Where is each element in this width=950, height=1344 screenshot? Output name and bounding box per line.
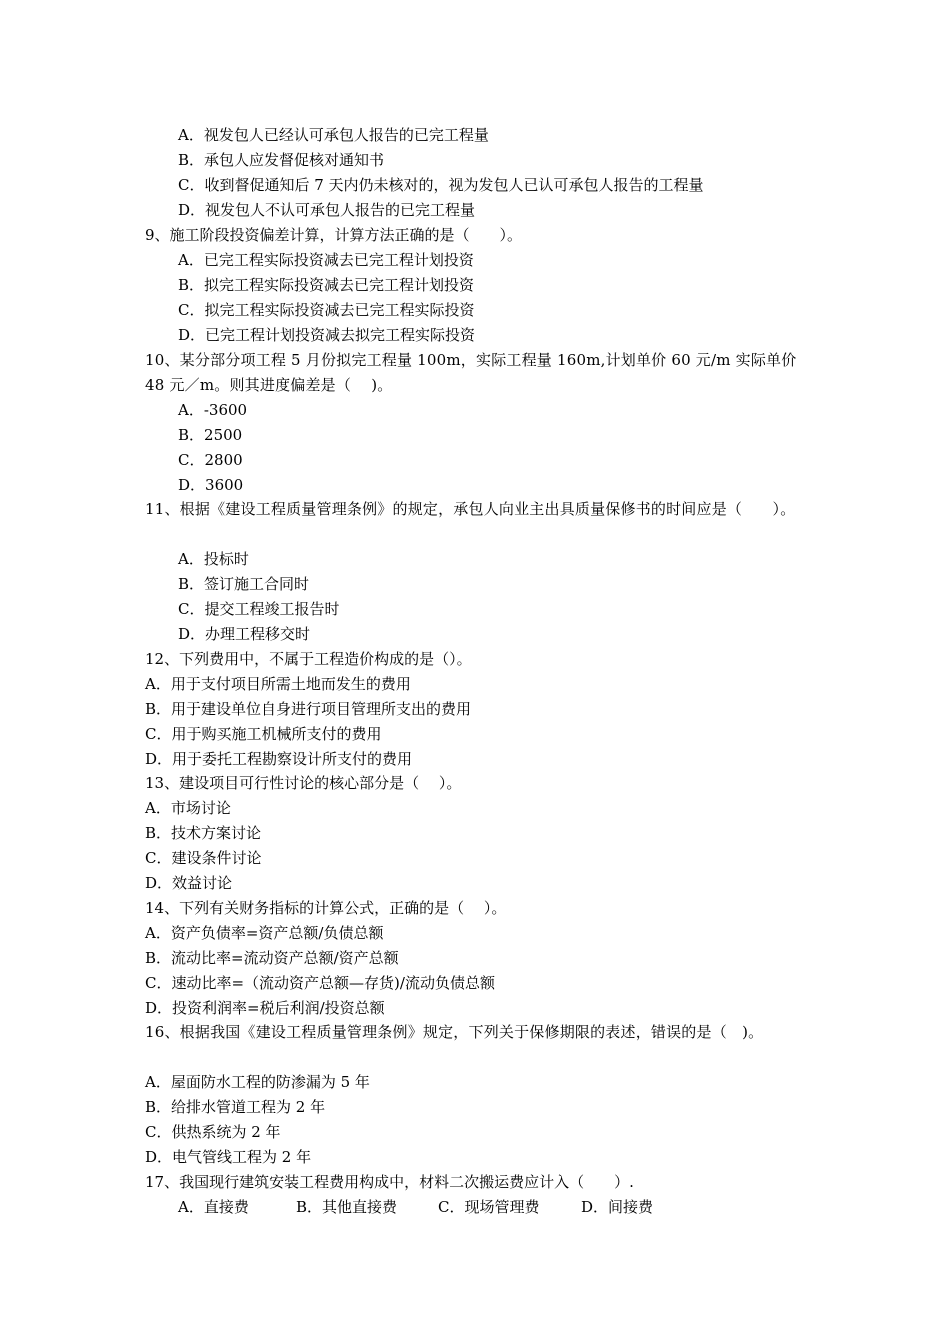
q8-option-c: C．收到督促通知后 7 天内仍未核对的，视为发包人已认可承包人报告的工程量 xyxy=(178,176,704,194)
q8-option-a: A．视发包人已经认可承包人报告的已完工程量 xyxy=(178,126,489,144)
q13-option-c: C．建设条件讨论 xyxy=(145,849,262,867)
q10-option-a: A．-3600 xyxy=(178,401,248,419)
q12-stem: 12、下列费用中，不属于工程造价构成的是（）。 xyxy=(145,650,472,668)
q11-stem: 11、根据《建设工程质量管理条例》的规定，承包人向业主出具质量保修书的时间应是（ ）。 xyxy=(145,500,796,518)
q17-stem: 17、我国现行建筑安装工程费用构成中，材料二次搬运费应计入（ ）. xyxy=(145,1173,634,1191)
q9-stem: 9、施工阶段投资偏差计算，计算方法正确的是（ ）。 xyxy=(145,226,523,244)
q10-option-b: B．2500 xyxy=(178,426,243,444)
q9-option-b: B．拟完工程实际投资减去已完工程计划投资 xyxy=(178,276,475,294)
q11-option-a: A．投标时 xyxy=(178,550,249,568)
q11-option-c: C．提交工程竣工报告时 xyxy=(178,600,340,618)
q13-option-a: A．市场讨论 xyxy=(145,799,231,817)
q17-options-row xyxy=(178,1195,653,1220)
q8-option-d: D．视发包人不认可承包人报告的已完工程量 xyxy=(178,201,476,219)
q17-option-a: A．直接费 xyxy=(178,1198,249,1216)
q9-option-a: A．已完工程实际投资减去已完工程计划投资 xyxy=(178,251,474,269)
q11-option-d: D．办理工程移交时 xyxy=(178,625,311,643)
q16-option-b: B．给排水管道工程为 2 年 xyxy=(145,1098,326,1116)
q16-option-c: C．供热系统为 2 年 xyxy=(145,1123,281,1141)
q16-option-d: D．电气管线工程为 2 年 xyxy=(145,1148,312,1166)
q14-option-b: B．流动比率=流动资产总额/资产总额 xyxy=(145,949,399,967)
q14-option-d: D．投资利润率=税后利润/投资总额 xyxy=(145,999,385,1017)
q14-stem: 14、下列有关财务指标的计算公式，正确的是（ ）。 xyxy=(145,899,507,917)
q16-stem: 16、根据我国《建设工程质量管理条例》规定，下列关于保修期限的表述，错误的是（ )。 xyxy=(145,1023,764,1041)
q14-option-c: C．速动比率=（流动资产总额—存货)/流动负债总额 xyxy=(145,974,495,992)
q17-option-c: C．现场管理费 xyxy=(438,1198,540,1216)
q17-option-b: B．其他直接费 xyxy=(296,1198,398,1216)
q11-option-b: B．签订施工合同时 xyxy=(178,575,310,593)
q16-option-a: A．屋面防水工程的防渗漏为 5 年 xyxy=(145,1073,370,1091)
q9-option-d: D．已完工程计划投资减去拟完工程实际投资 xyxy=(178,326,476,344)
q17-option-d: D．间接费 xyxy=(581,1198,654,1216)
q8-option-b: B．承包人应发督促核对通知书 xyxy=(178,151,385,169)
q10-option-c: C．2800 xyxy=(178,451,243,469)
q13-stem: 13、建设项目可行性讨论的核心部分是（ ）。 xyxy=(145,774,462,792)
q9-option-c: C．拟完工程实际投资减去已完工程实际投资 xyxy=(178,301,475,319)
q12-option-b: B．用于建设单位自身进行项目管理所支出的费用 xyxy=(145,700,472,718)
q12-option-c: C．用于购买施工机械所支付的费用 xyxy=(145,725,382,743)
q13-option-b: B．技术方案讨论 xyxy=(145,824,262,842)
q12-option-a: A．用于支付项目所需土地而发生的费用 xyxy=(145,675,411,693)
q13-option-d: D．效益讨论 xyxy=(145,874,233,892)
q12-option-d: D．用于委托工程勘察设计所支付的费用 xyxy=(145,750,413,768)
q10-option-d: D．3600 xyxy=(178,476,244,494)
q10-stem: 10、某分部分项工程 5 月份拟完工程量 100m，实际工程量 160m,计划单价 60 元/m 实际单价 48 元／m。则其进度偏差是（ )。 xyxy=(145,351,797,394)
q14-option-a: A．资产负债率=资产总额/负债总额 xyxy=(145,924,384,942)
